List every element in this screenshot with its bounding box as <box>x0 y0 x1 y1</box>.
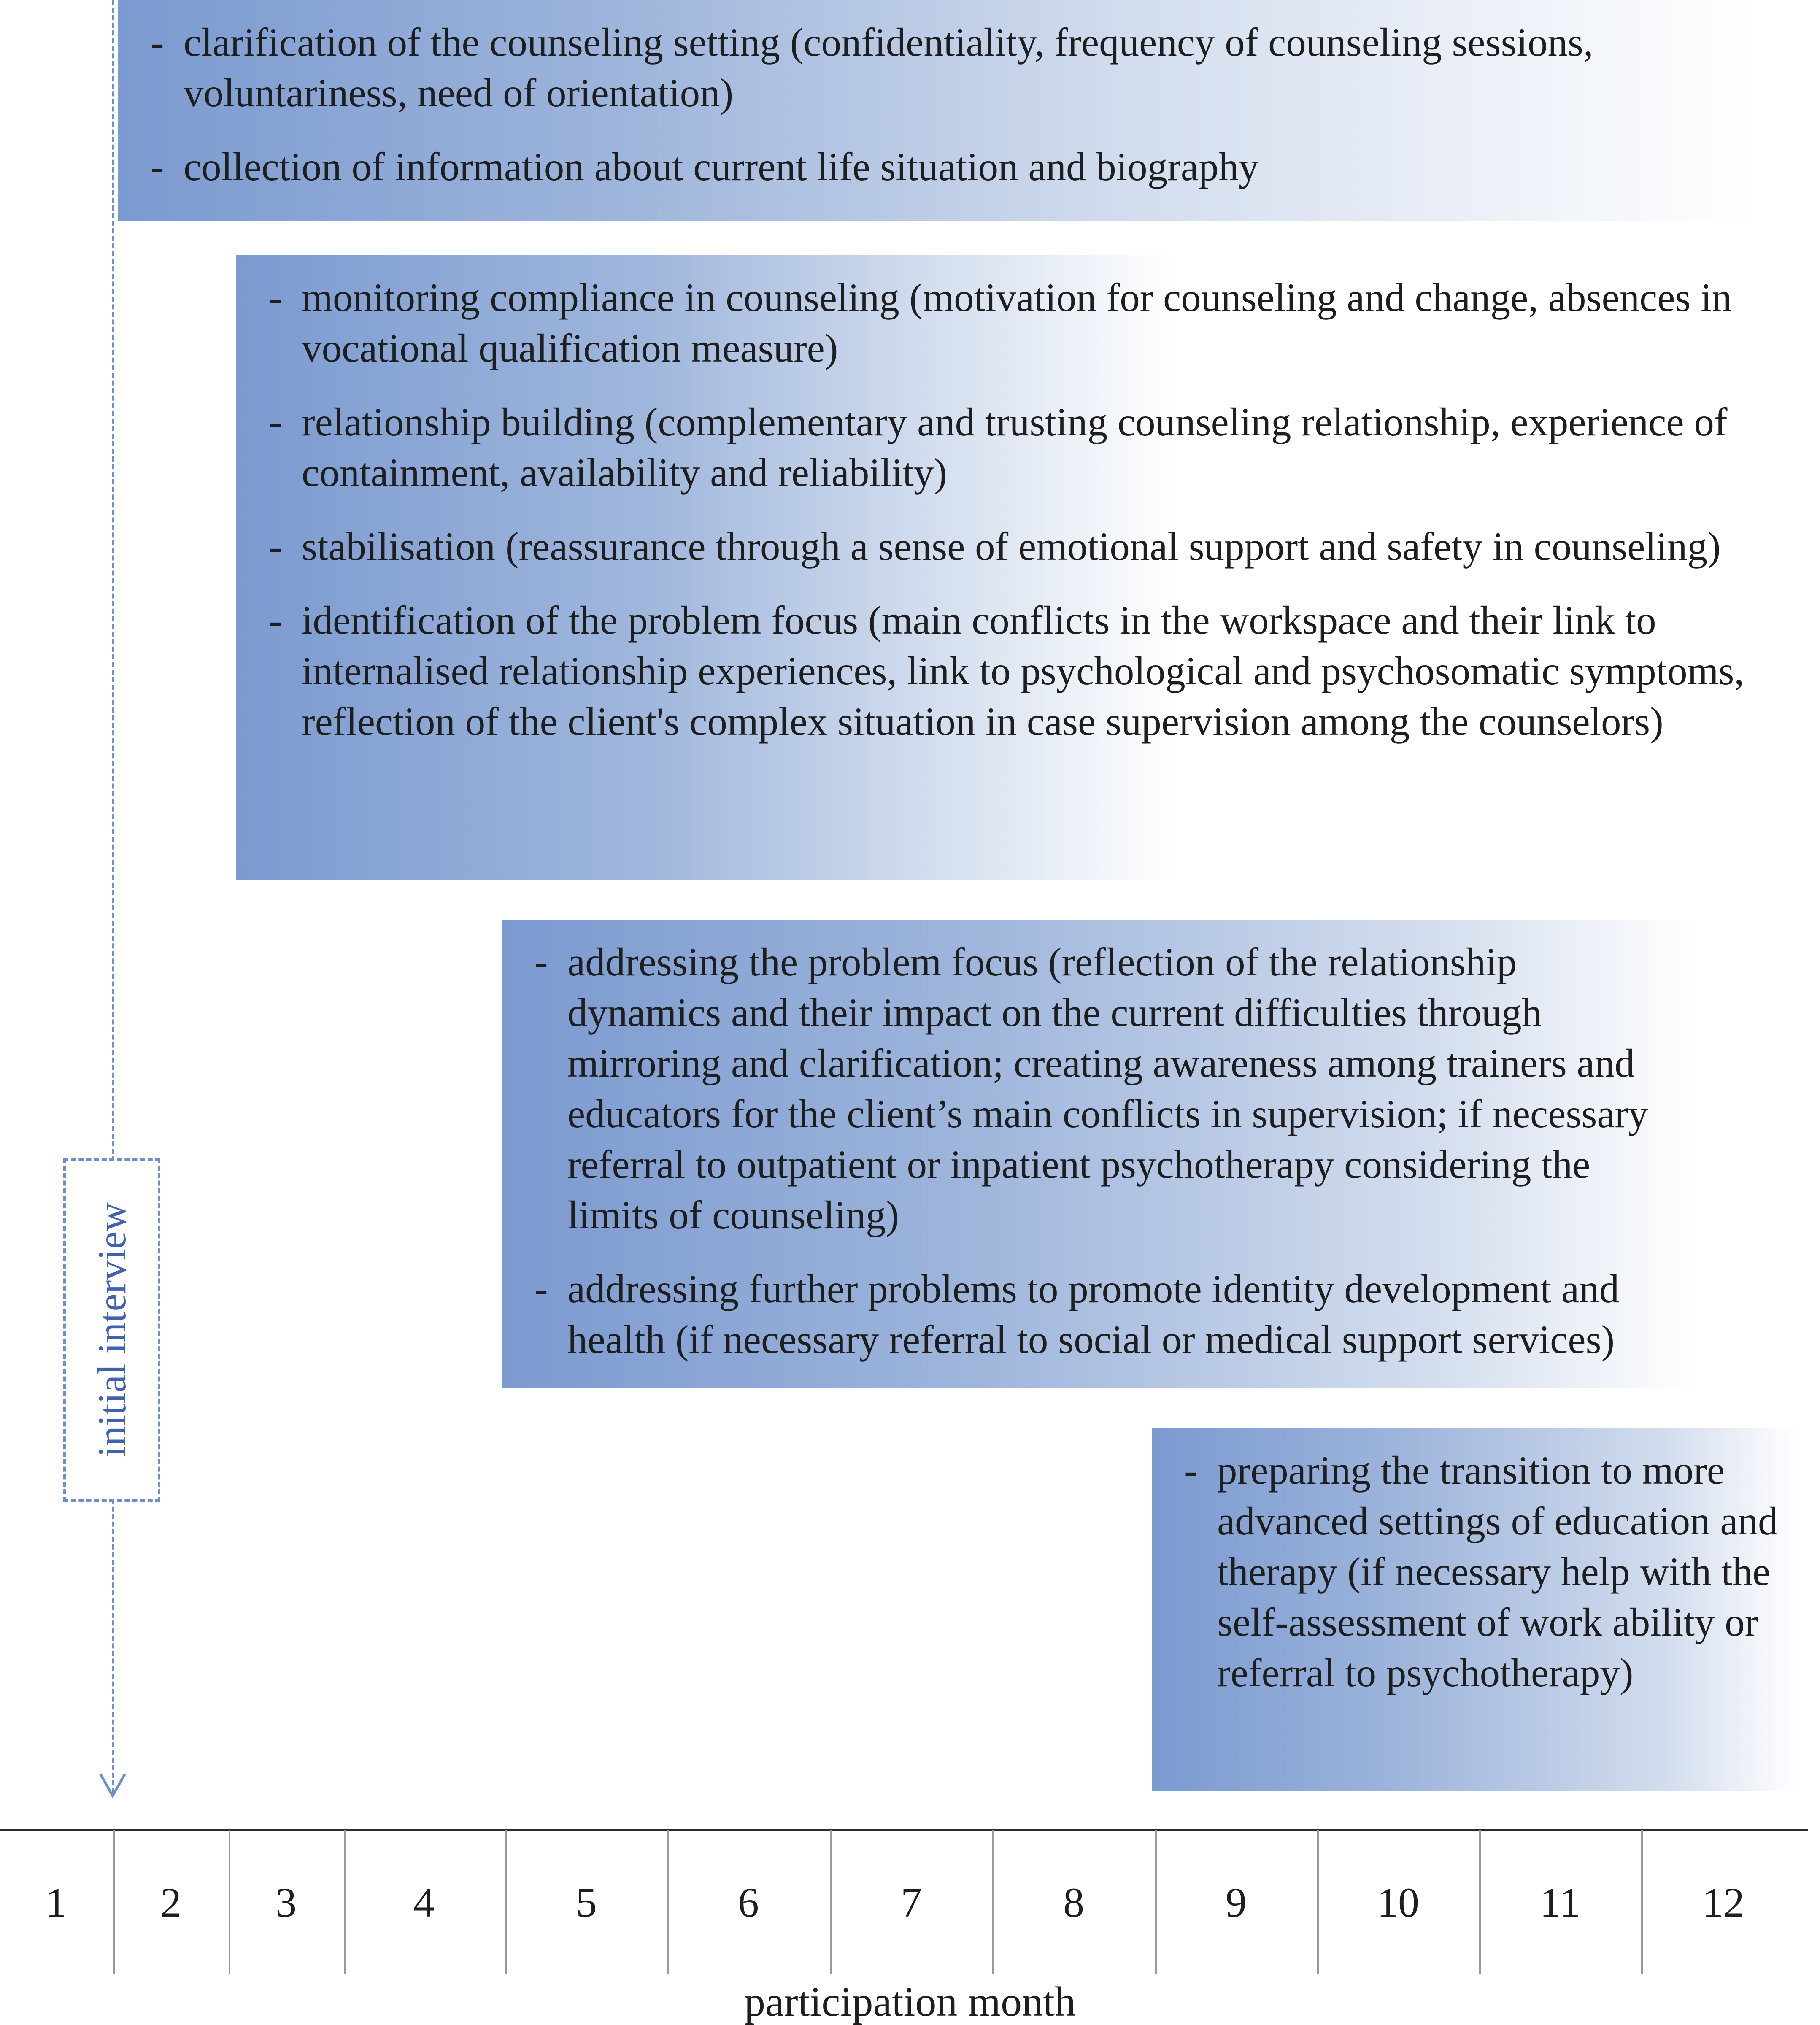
axis-tick <box>830 1830 832 1974</box>
phase-2-box <box>236 255 1744 880</box>
month-label: 3 <box>275 1879 297 1926</box>
phase-2-item: - monitoring compliance in counseling (motivation for counseling and change, absences in vocational qualification measure) <box>302 272 1812 373</box>
axis-tick <box>992 1830 994 1974</box>
month-label: 6 <box>738 1879 759 1926</box>
month-label: 10 <box>1377 1879 1419 1926</box>
month-label: 9 <box>1226 1879 1247 1926</box>
phase-1-item: - collection of information about current life situation and biography <box>184 141 1738 192</box>
phase-2-item: - relationship building (complementary and trusting counseling relationship, experience of containment, availability and reliability) <box>302 397 1812 498</box>
axis-tick <box>667 1830 669 1974</box>
phase-2-item: - identification of the problem focus (main conflicts in the workspace and their link to internalised relationship experiences, link to psychological and psychosomatic symptoms, reflection of the client's complex situation in case supervision among the counselors) <box>302 595 1812 747</box>
month-label: 12 <box>1702 1879 1744 1926</box>
phase-3-item: - addressing the problem focus (reflection of the relationship dynamics and their impact on the current difficulties through mirroring and clarification; creating awareness among trainers and educators for the client’s main conflicts in supervision; if necessary referral to outpatient or inpatient psychotherapy considering the limits of counseling) <box>567 937 1679 1240</box>
month-label: 4 <box>413 1879 435 1926</box>
month-label: 11 <box>1539 1879 1581 1926</box>
month-label: 1 <box>46 1879 67 1926</box>
arrow-down-icon <box>98 1770 127 1799</box>
phase-2-item: - stabilisation (reassurance through a sense of emotional support and safety in counseling) <box>302 521 1812 572</box>
phase-4-box <box>1152 1428 1797 1791</box>
month-label: 5 <box>576 1879 597 1926</box>
axis-tick <box>1641 1830 1643 1974</box>
month-label: 2 <box>160 1879 181 1926</box>
month-label: 7 <box>901 1879 922 1926</box>
axis-line <box>0 1829 1808 1831</box>
phase-1-box <box>118 0 1755 221</box>
phase-3-box <box>502 920 1696 1388</box>
phase-3-item: - addressing further problems to promote identity development and health (if necessary referral to social or medical support services) <box>567 1264 1679 1365</box>
axis-tick <box>1155 1830 1157 1974</box>
axis-tick <box>1479 1830 1481 1974</box>
axis-tick <box>1317 1830 1319 1974</box>
phase-4-item: - preparing the transition to more advanced settings of education and therapy (if necessary help with the self-assessment of work ability or referral to psychotherapy) <box>1217 1445 1785 1698</box>
phase-1-item: - clarification of the counseling setting (confidentiality, frequency of counseling sessions, voluntariness, need of orientation) <box>184 17 1738 118</box>
month-label: 8 <box>1063 1879 1084 1926</box>
axis-tick <box>505 1830 507 1974</box>
axis-tick <box>229 1830 230 1974</box>
axis-tick <box>344 1830 346 1974</box>
initial-interview-label: initial interview <box>89 1202 134 1458</box>
axis-title: participation month <box>744 1978 1076 2025</box>
axis-tick <box>113 1830 115 1974</box>
initial-interview-dashed-line <box>112 0 114 1793</box>
